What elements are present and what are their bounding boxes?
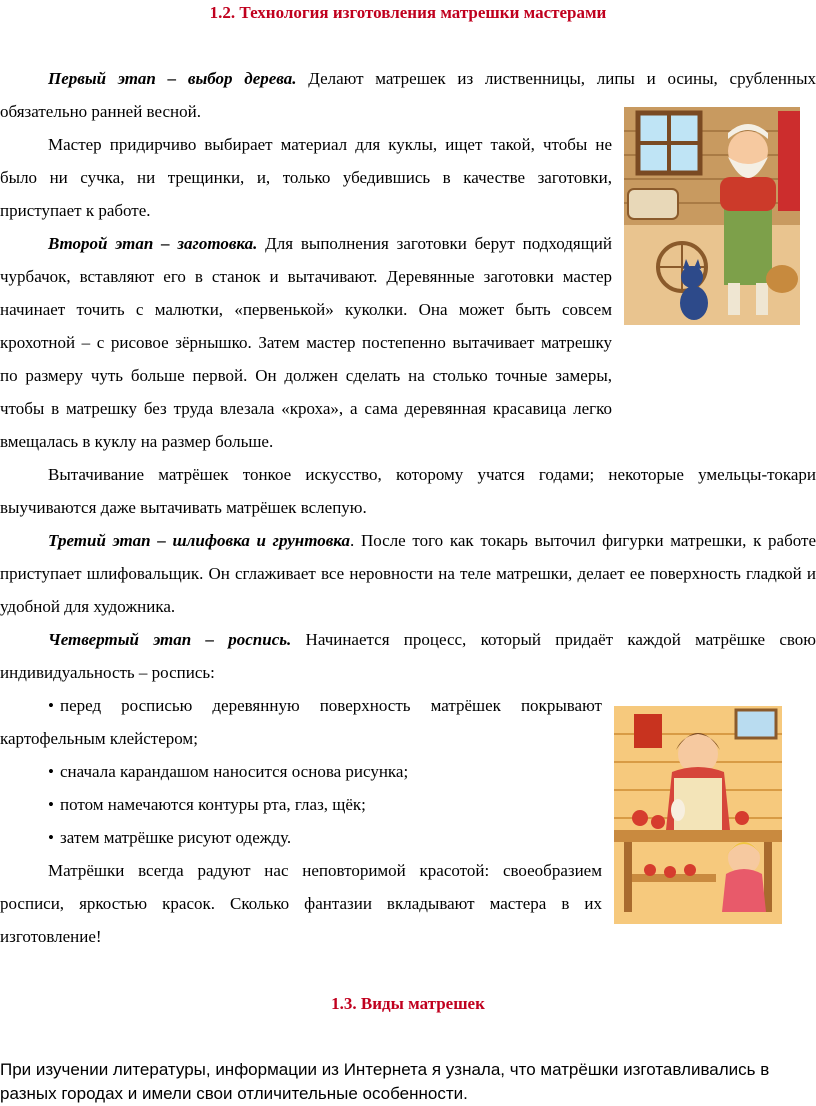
paragraph-stage-3 [0,524,816,623]
stage-1-lead: Первый этап – выбор дерева. [48,69,297,88]
lathe-art-text: Вытачивание матрёшек тонкое искусство, которому учатся годами; некоторые умельцы-токари выучиваются даже вытачивать матрёшек вслепую. [0,465,816,517]
section-title-1-3: 1.3. Виды матрешек [331,994,485,1013]
types-intro-text: При изучении литературы, информации из Интернета я узнала, что матрёшки изготавливались в разных городах и имели свои отличительные особенности. [0,1060,770,1103]
mother-painting-matryoshka-illustration [614,706,782,924]
stage-4-lead: Четвертый этап – роспись. [48,630,292,649]
bullet-text: затем матрёшке рисуют одежду. [60,828,292,847]
paragraph-stage-2 [0,227,612,458]
paragraph-stage-4 [0,623,816,689]
paragraph-master-choice [0,128,612,227]
bullet-item [0,788,602,821]
bullet-text: сначала карандашом наносится основа рисунка; [60,762,409,781]
bullet-text: перед росписью деревянную поверхность матрёшек покрывают картофельным клейстером; [0,696,602,748]
bullet-glyph: • [48,696,54,715]
master-choice-text: Мастер придирчиво выбирает материал для куклы, ищет такой, чтобы не было ни сучка, ни трещинки, и, только убедившись в качестве заготовки, приступает к работе. [0,135,612,220]
stage-2-lead: Второй этап – заготовка. [48,234,258,253]
section-title-1-2: 1.2. Технология изготовления матрешки мастерами [209,3,607,22]
paragraph-types-intro [0,1058,816,1106]
stage-3-lead: Третий этап – шлифовка и грунтовка [48,531,350,550]
bullet-text: потом намечаются контуры рта, глаз, щёк; [60,795,366,814]
stage-4-text: Начинается процесс, который придаёт каждой матрёшке свою индивидуальность – роспись: [0,630,816,682]
bullet-glyph: • [48,828,54,847]
bullet-glyph: • [48,762,54,781]
bullet-item [0,821,602,854]
paragraph-lathe-art [0,458,816,524]
paragraph-conclusion [0,854,602,953]
master-at-lathe-illustration [624,107,800,325]
stage-1-text: Делают матрешек из лиственницы, липы и осины, срубленных обязательно ранней весной. [0,69,816,121]
stage-2-text: Для выполнения заготовки берут подходящий чурбачок, вставляют его в станок и вытачивают. Деревянные заготовки мастер начинает точить с малютки, «первенькой» куколки. Она может быть совсем крохотной – с рисовое зёрнышко. Затем мастер постепенно вытачивает матрешку по размеру чуть больше первой. Он должен сделать на столько точные замеры, чтобы в матрешку без труда влезала «кроха», а сама деревянная красавица легко вмещалась в куклу на размер больше. [0,234,612,451]
conclusion-text: Матрёшки всегда радуют нас неповторимой красотой: своеобразием росписи, яркостью красок. Сколько фантазии вкладывают мастера в их изготовление! [0,861,602,946]
stage-3-text: . После того как токарь выточил фигурки матрешки, к работе приступает шлифовальщик. Он сглаживает все неровности на теле матрешки, делает ее поверхность гладкой и удобной для художника. [0,531,816,616]
bullet-item [0,755,602,788]
bullet-item [0,689,602,755]
bullet-glyph: • [48,795,54,814]
